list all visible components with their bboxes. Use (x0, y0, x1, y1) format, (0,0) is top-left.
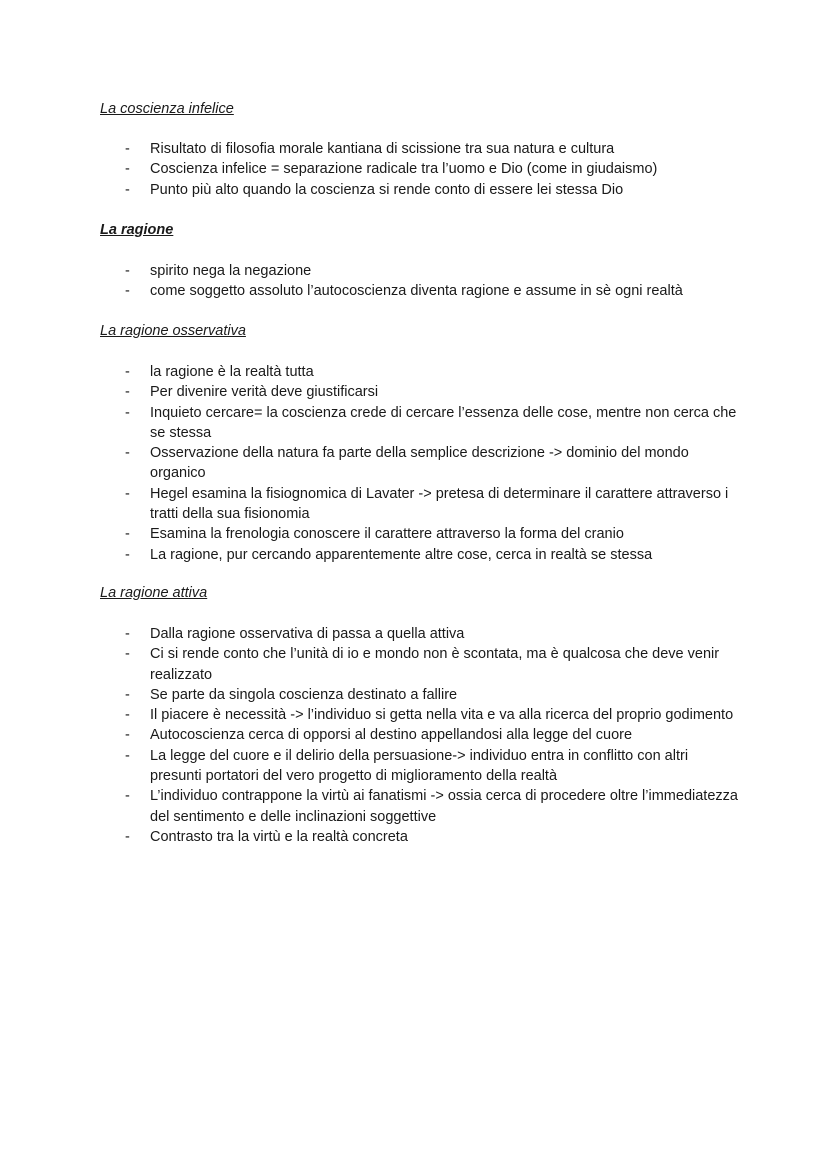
list-item-text: Dalla ragione osservativa di passa a quella attiva (150, 626, 465, 642)
list-item-text: come soggetto assoluto l’autocoscienza diventa ragione e assume in sè ogni realtà (150, 283, 683, 300)
list-item-text: Hegel esamina la fisiognomica di Lavater -> pretesa di determinare il carattere attraverso i tratti della sua fisionomia (150, 485, 729, 523)
section-ragione-attiva (100, 583, 740, 845)
list-item-text: spirito nega la negazione (150, 263, 312, 279)
list-item (100, 685, 740, 705)
list-item-text: Autocoscienza cerca di opporsi al destino appellandosi alla legge del cuore (150, 727, 633, 744)
list-item-text: La ragione, pur cercando apparentemente altre cose, cerca in realtà se stessa (150, 546, 653, 563)
dash-bullet: - (125, 646, 130, 663)
list-item (100, 362, 740, 382)
bullet-list (100, 261, 740, 302)
dash-bullet: - (125, 485, 130, 502)
list-item (100, 725, 740, 745)
dash-bullet: - (125, 263, 130, 279)
list-item-text: La legge del cuore e il delirio della persuasione-> individuo entra in conflitto con altri presunti portatori del vero progetto di miglioramento della realtà (150, 747, 689, 785)
list-item (100, 443, 740, 484)
dash-bullet: - (125, 445, 130, 462)
list-item-text: Se parte da singola coscienza destinato a fallire (150, 686, 458, 703)
section-ragione (100, 220, 740, 300)
dash-bullet: - (125, 686, 130, 703)
list-item-text: Coscienza infelice = separazione radicale tra l’uomo e Dio (come in giudaismo) (150, 161, 658, 178)
dash-bullet: - (125, 707, 130, 724)
list-item (100, 281, 740, 301)
list-item-text: Punto più alto quando la coscienza si rende conto di essere lei stessa Dio (150, 181, 624, 198)
section-heading: La ragione osservativa (100, 323, 246, 339)
dash-bullet: - (125, 546, 130, 563)
dash-bullet: - (125, 626, 130, 642)
list-item-text: L’individuo contrappone la virtù ai fanatismi -> ossia cerca di procedere oltre l’immediatezza del sentimento e delle inclinazioni soggettive (150, 788, 738, 825)
list-item (100, 705, 740, 725)
list-item-text: Esamina la frenologia conoscere il carattere attraverso la forma del cranio (150, 526, 624, 543)
dash-bullet: - (125, 364, 130, 380)
dash-bullet: - (125, 283, 130, 300)
dash-bullet: - (125, 727, 130, 744)
section-heading: La coscienza infelice (100, 101, 234, 117)
list-item (100, 180, 740, 200)
section-heading: La ragione (100, 222, 174, 238)
dash-bullet: - (125, 526, 130, 543)
list-item (100, 786, 740, 827)
list-item-text: Il piacere è necessità -> l’individuo si getta nella vita e va alla ricerca del proprio godimento (150, 707, 734, 724)
list-item-text: Risultato di filosofia morale kantiana di scissione tra sua natura e cultura (150, 141, 615, 157)
list-item (100, 484, 740, 525)
list-item-text: Per divenire verità deve giustificarsi (150, 384, 379, 401)
bullet-list (100, 362, 740, 565)
list-item (100, 524, 740, 544)
list-item (100, 139, 740, 159)
section-heading: La ragione attiva (100, 585, 208, 601)
bullet-list (100, 139, 740, 200)
list-item-text: la ragione è la realtà tutta (150, 364, 314, 380)
list-item (100, 624, 740, 644)
list-item (100, 545, 740, 565)
list-item-text: Inquieto cercare= la coscienza crede di cercare l’essenza delle cose, mentre non cerca che se stessa (150, 404, 737, 441)
section-coscienza-infelice (100, 99, 740, 198)
list-item-text: Osservazione della natura fa parte della semplice descrizione -> dominio del mondo organico (150, 445, 689, 482)
dash-bullet: - (125, 141, 130, 157)
dash-bullet: - (125, 181, 130, 198)
dash-bullet: - (125, 788, 130, 805)
bullet-list (100, 624, 740, 847)
list-item (100, 644, 740, 685)
list-item-text: Contrasto tra la virtù e la realtà concreta (150, 828, 408, 845)
list-item (100, 403, 740, 444)
dash-bullet: - (125, 404, 130, 421)
dash-bullet: - (125, 161, 130, 178)
dash-bullet: - (125, 384, 130, 401)
dash-bullet: - (125, 747, 130, 764)
list-item (100, 827, 740, 847)
list-item (100, 159, 740, 179)
list-item (100, 382, 740, 402)
section-ragione-osservativa (100, 321, 740, 563)
list-item (100, 746, 740, 787)
list-item-text: Ci si rende conto che l’unità di io e mondo non è scontata, ma è qualcosa che deve venir realizzato (150, 646, 720, 683)
list-item (100, 261, 740, 281)
dash-bullet: - (125, 828, 130, 845)
